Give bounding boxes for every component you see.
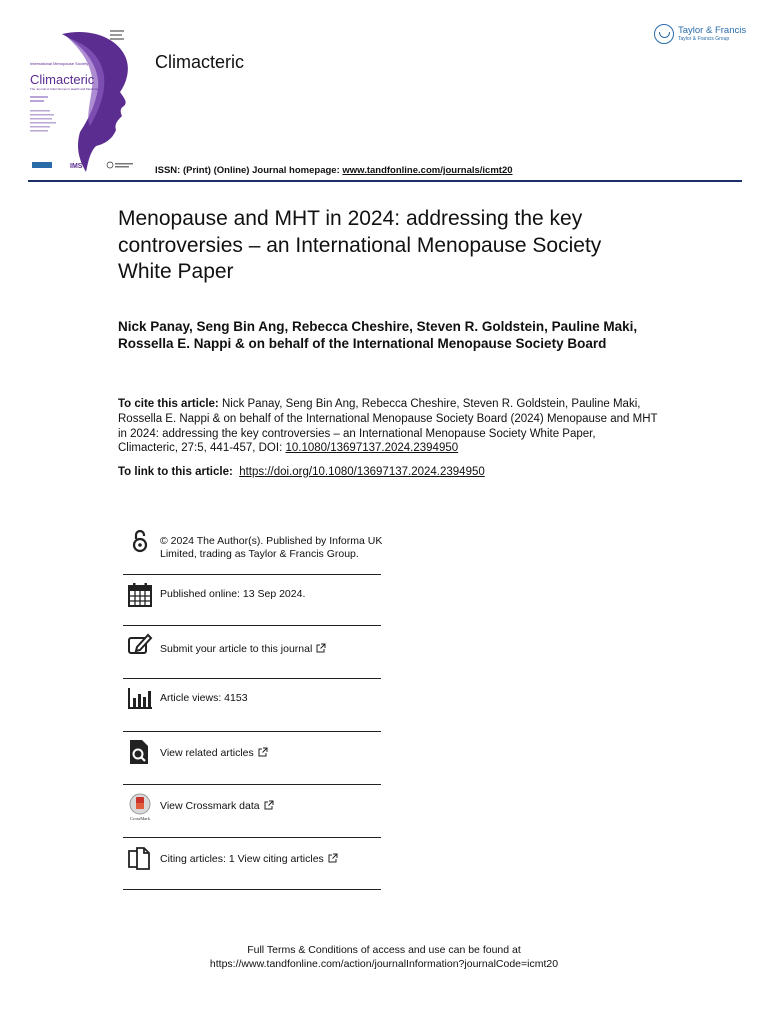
- citation-label: To cite this article:: [118, 398, 219, 410]
- article-views-row: [123, 684, 381, 724]
- article-views-text: Article views: 4153: [160, 692, 248, 704]
- published-row: [123, 580, 381, 620]
- calendar-icon: [127, 582, 153, 608]
- edit-icon: [127, 632, 153, 658]
- citing-articles-row[interactable]: [123, 844, 381, 884]
- crossmark-icon: [127, 792, 153, 822]
- journal-homepage-link[interactable]: www.tandfonline.com/journals/icmt20: [342, 165, 513, 176]
- info-divider: [123, 889, 381, 890]
- info-divider: [123, 574, 381, 575]
- cover-title-text: Climacteric: [30, 72, 95, 87]
- article-link-line: [118, 466, 678, 478]
- external-link-icon: [328, 853, 338, 863]
- info-divider: [123, 837, 381, 838]
- article-authors: Nick Panay, Seng Bin Ang, Rebecca Cheshire, Steven R. Goldstein, Pauline Maki, Rossella E. Nappi & on behalf of the International Menopause Society Board: [118, 319, 638, 351]
- related-articles-link[interactable]: View related articles: [160, 747, 254, 759]
- open-access-row: [123, 528, 381, 574]
- published-text: Published online: 13 Sep 2024.: [160, 588, 306, 600]
- citation-block: [118, 397, 658, 456]
- info-divider: [123, 678, 381, 679]
- publisher-logo[interactable]: [654, 22, 746, 46]
- journal-name: Climacteric: [155, 52, 245, 72]
- info-divider: [123, 625, 381, 626]
- open-access-icon: [127, 528, 153, 554]
- external-link-icon: [264, 800, 274, 810]
- open-access-text: © 2024 The Author(s). Published by Informa UK Limited, trading as Taylor & Francis Group.: [160, 535, 383, 560]
- crossmark-row[interactable]: [123, 792, 381, 832]
- crossmark-link[interactable]: View Crossmark data: [160, 800, 260, 812]
- publisher-logo-icon: [654, 24, 674, 44]
- citation-text: Nick Panay, Seng Bin Ang, Rebecca Cheshire, Steven R. Goldstein, Pauline Maki, Rossella E. Nappi & on behalf of the International Menopause Society Board (2024) Menopause and MHT in 2024: addressing the key controversies – an International Menopause Society White Paper, Climacteric, 27:5, 441-457, DOI:: [118, 398, 658, 455]
- publisher-logo-name: Taylor & Francis: [678, 25, 747, 37]
- related-articles-row[interactable]: [123, 738, 381, 778]
- info-divider: [123, 784, 381, 785]
- cover-society-text: International Menopause Society: [30, 61, 89, 66]
- citation-doi-link[interactable]: 10.1080/13697137.2024.2394950: [285, 442, 459, 455]
- citing-articles-icon: [127, 845, 153, 871]
- cover-publisher-text: IMS: [70, 163, 83, 170]
- header-divider: [28, 180, 742, 182]
- document-search-icon: [127, 739, 153, 765]
- issn-line: [155, 165, 513, 176]
- citing-articles-link[interactable]: Citing articles: 1 View citing articles: [160, 853, 324, 865]
- footer: [0, 943, 768, 971]
- article-doi-link[interactable]: https://doi.org/10.1080/13697137.2024.2394950: [239, 466, 485, 478]
- article-title: Menopause and MHT in 2024: addressing the key controversies – an International Menopause Society White Paper: [118, 207, 602, 283]
- submit-article-row[interactable]: [123, 632, 381, 672]
- issn-text: ISSN: (Print) (Online) Journal homepage:: [155, 165, 343, 176]
- footer-terms-text: Full Terms & Conditions of access and use can be found at: [247, 944, 521, 956]
- submit-article-link[interactable]: Submit your article to this journal: [160, 643, 313, 655]
- bar-chart-icon: [127, 686, 153, 712]
- publisher-logo-group: Taylor & Francis Group: [678, 35, 730, 42]
- external-link-icon: [316, 643, 326, 653]
- info-divider: [123, 731, 381, 732]
- cover-subtitle-text: The Journal of Adult Women's Health and Medicine: [30, 87, 99, 91]
- journal-cover-image: [28, 28, 136, 176]
- link-label: To link to this article:: [118, 466, 233, 478]
- cover-art: [28, 28, 136, 176]
- footer-terms-link[interactable]: https://www.tandfonline.com/action/journalInformation?journalCode=icmt20: [209, 958, 559, 970]
- crossmark-icon-label: CrossMark: [130, 816, 150, 821]
- external-link-icon: [258, 747, 268, 757]
